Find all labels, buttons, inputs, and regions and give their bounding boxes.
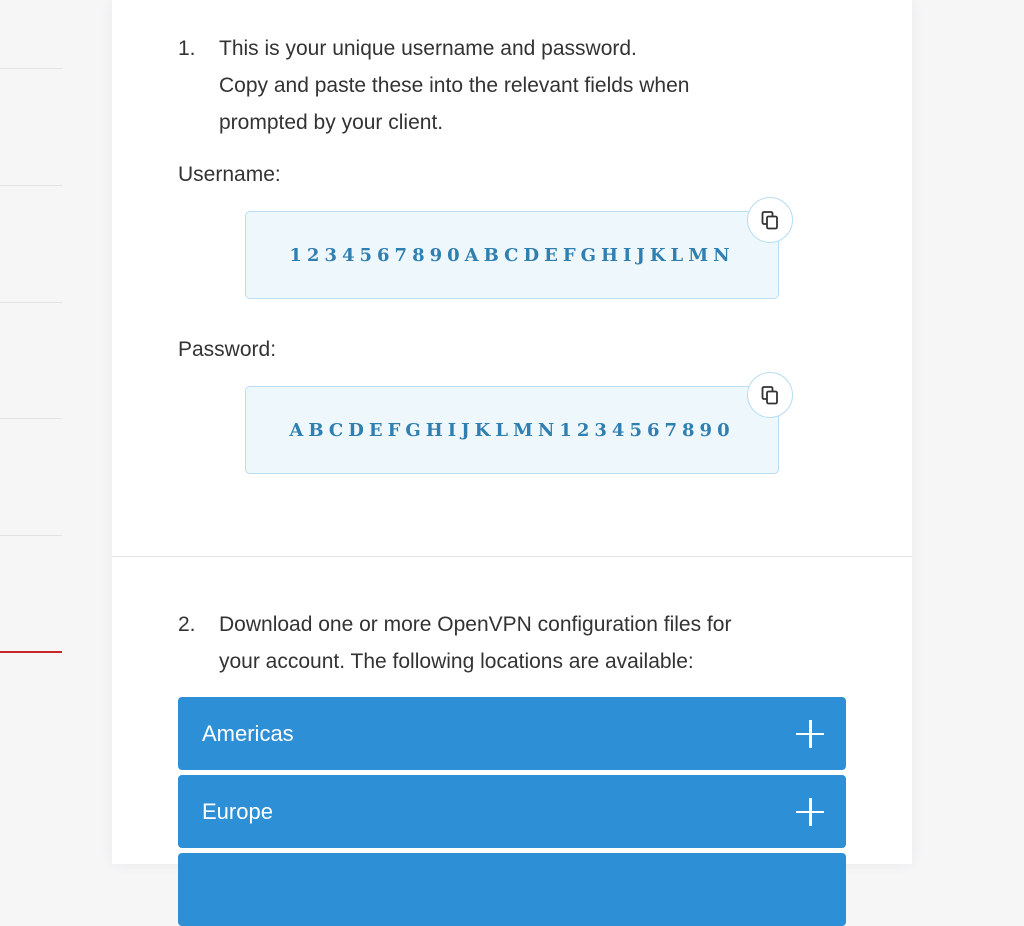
copy-icon <box>760 385 780 405</box>
password-label: Password: <box>178 338 277 361</box>
location-label: Americas <box>202 720 294 746</box>
copy-password-button[interactable] <box>747 372 793 418</box>
step-text-line: This is your unique username and password. <box>219 37 637 60</box>
sidebar-divider <box>0 185 62 186</box>
step-text-line: prompted by your client. <box>219 111 444 134</box>
password-value[interactable]: ABCDEFGHIJKLMN1234567890 <box>289 419 735 441</box>
location-americas[interactable] <box>178 697 846 770</box>
plus-icon[interactable] <box>796 798 824 826</box>
sidebar-divider <box>0 302 62 303</box>
sidebar-divider <box>0 535 62 536</box>
plus-icon[interactable] <box>796 720 824 748</box>
sidebar-active-indicator <box>0 651 62 653</box>
step-number: 1. <box>178 37 196 60</box>
location-label: Europe <box>202 798 273 824</box>
username-value[interactable]: 1234567890ABCDEFGHIJKLMN <box>289 244 735 266</box>
password-field[interactable] <box>245 386 779 474</box>
step-text-line: your account. The following locations are available: <box>219 650 694 673</box>
section-divider <box>112 556 912 557</box>
sidebar <box>0 0 112 864</box>
sidebar-divider <box>0 68 62 69</box>
step-number: 2. <box>178 613 196 636</box>
location-europe[interactable] <box>178 775 846 848</box>
step-instructions <box>219 606 731 680</box>
step-text-line: Copy and paste these into the relevant fields when <box>219 74 690 97</box>
copy-icon <box>760 210 780 230</box>
step-instructions <box>219 30 689 141</box>
username-field[interactable] <box>245 211 779 299</box>
sidebar-divider <box>0 418 62 419</box>
username-label: Username: <box>178 163 281 186</box>
step-text-line: Download one or more OpenVPN configuration files for <box>219 613 732 636</box>
copy-username-button[interactable] <box>747 197 793 243</box>
setup-card <box>112 0 912 864</box>
